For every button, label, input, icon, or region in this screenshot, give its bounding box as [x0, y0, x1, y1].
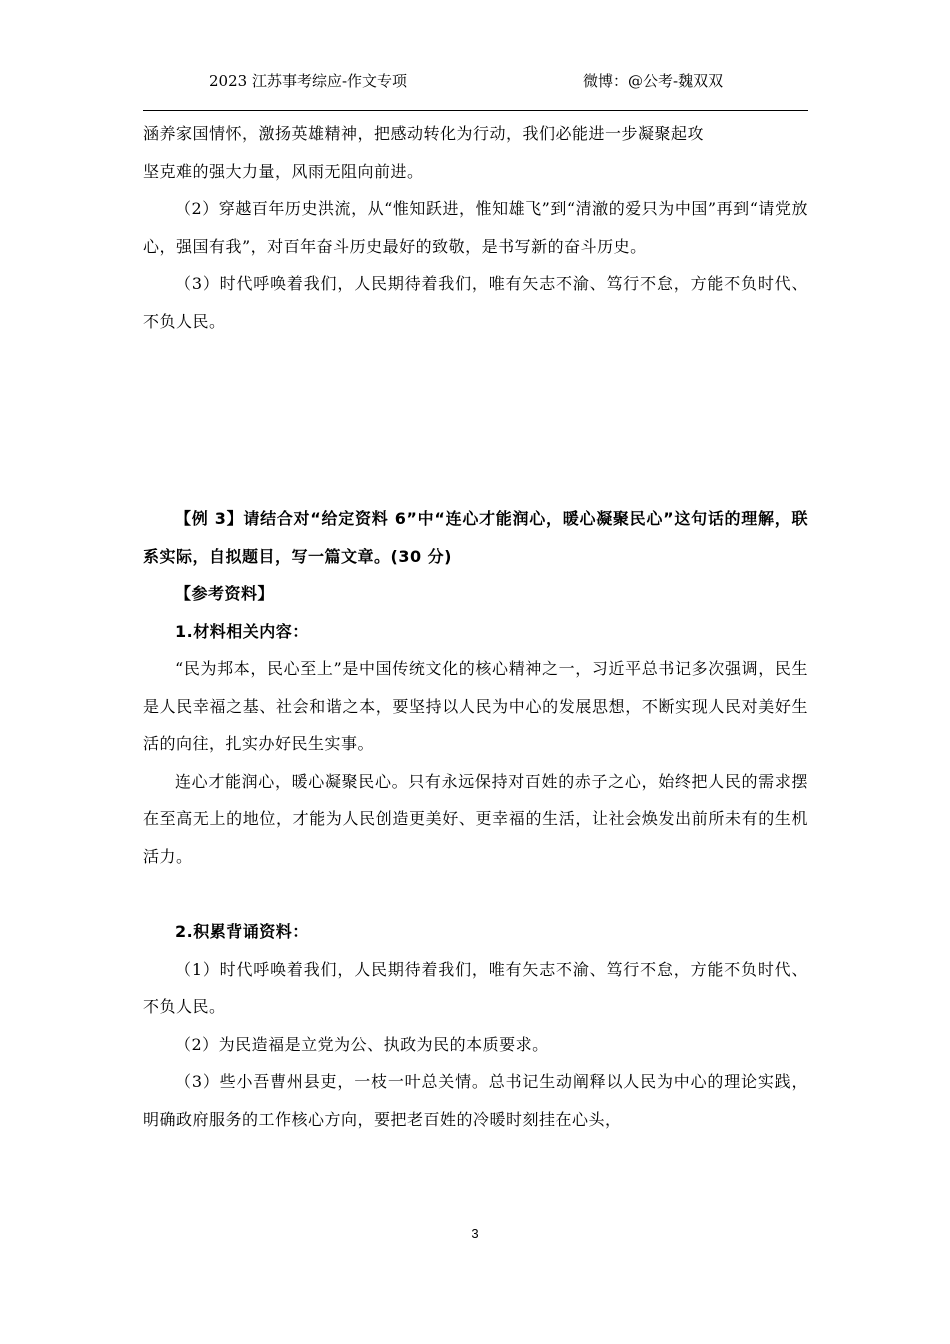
reference-heading: 【参考资料】 [175, 584, 275, 603]
recite-paragraph-1: （1）时代呼唤着我们，人民期待着我们，唯有矢志不渝、笃行不怠，方能不负时代、不负人民。 [143, 959, 808, 1016]
spacer [143, 340, 808, 500]
continued-line-2: 坚克难的强大力量，风雨无阻向前进。 [143, 161, 424, 181]
header-weibo: 微博：@公考-魏双双 [583, 72, 724, 90]
paragraph-3: （3）时代呼唤着我们，人民期待着我们，唯有矢志不渝、笃行不怠，方能不负时代、不负人民。 [143, 274, 808, 331]
page-body [143, 115, 808, 1138]
sub-heading-2: 2.积累背诵资料： [175, 922, 309, 941]
continued-line-1: 涵养家国情怀，激扬英雄精神，把感动转化为行动，我们必能进一步凝聚起攻 [143, 124, 705, 143]
spacer [143, 875, 808, 913]
sub-heading-1: 1.材料相关内容： [175, 621, 309, 641]
material-paragraph-2: 连心才能润心，暖心凝聚民心。只有永远保持对百姓的赤子之心，始终把人民的需求摆在至高无上的地位，才能为人民创造更美好、更幸福的生活，让社会焕发出前所未有的生机活力。 [143, 771, 808, 866]
recite-paragraph-3: （3）些小吾曹州县吏，一枝一叶总关情。总书记生动阐释以人民为中心的理论实践，明确政府服务的工作核心方向，要把老百姓的冷暖时刻挂在心头， [143, 1072, 808, 1129]
paragraph-2: （2）穿越百年历史洪流，从“惟知跃进，惟知雄飞”到“清澈的爱只为中国”再到“请党放心，强国有我”，对百年奋斗历史最好的致敬，是书写新的奋斗历史。 [143, 199, 808, 256]
material-paragraph-1: “民为邦本，民心至上”是中国传统文化的核心精神之一，习近平总书记多次强调，民生是人民幸福之基、社会和谐之本，要坚持以人民为中心的发展思想，不断实现人民对美好生活的向往，扎实办好民生实事。 [143, 659, 808, 753]
example-title: 【例 3】请结合对“给定资料 6”中“连心才能润心，暖心凝聚民心”这句话的理解，联系实际，自拟题目，写一篇文章。(30 分) [143, 509, 808, 566]
page-number: 3 [471, 1226, 479, 1241]
recite-paragraph-2: （2）为民造福是立党为公、执政为民的本质要求。 [175, 1034, 549, 1054]
page-header [143, 64, 808, 111]
header-title: 2023 江苏事考综应-作文专项 [209, 72, 408, 90]
